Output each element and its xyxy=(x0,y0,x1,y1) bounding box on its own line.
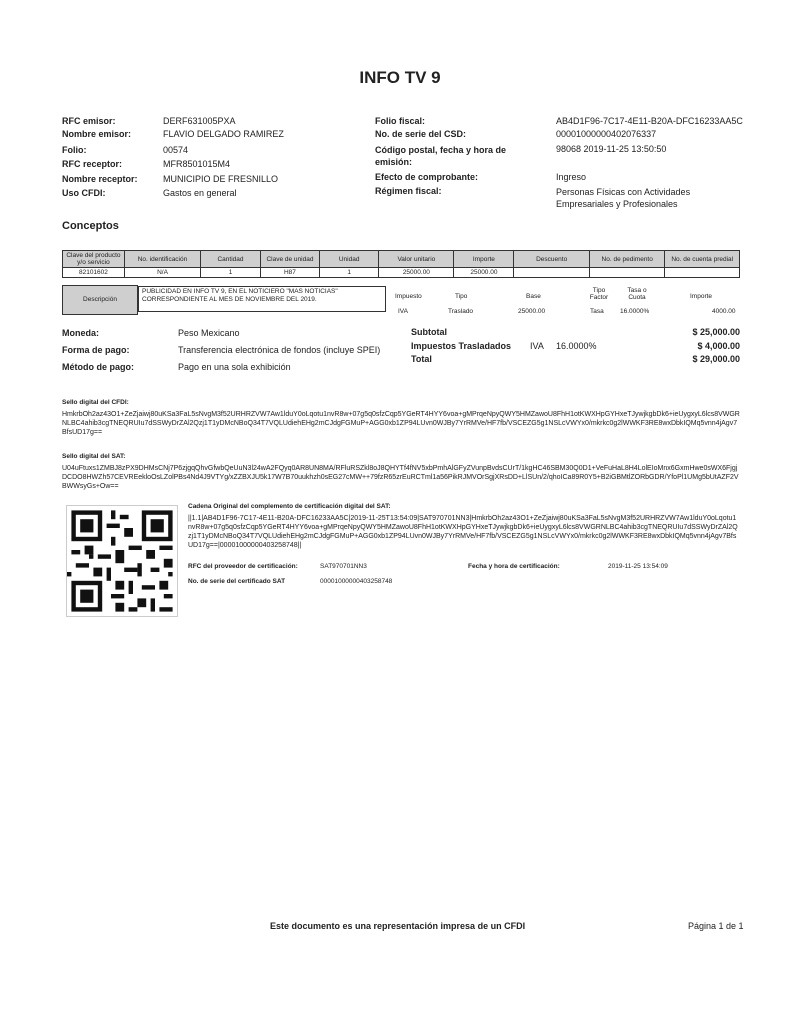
table-cell: 1 xyxy=(201,268,261,278)
tax-header: Tasa o Cuota xyxy=(627,287,647,301)
impuestos-tipo: IVA xyxy=(530,341,544,351)
table-cell: N/A xyxy=(124,268,200,278)
table-row xyxy=(63,268,740,278)
rfc-proveedor-label: RFC del proveedor de certificación: xyxy=(188,563,298,570)
tax-cell: Tasa xyxy=(590,308,604,315)
table-cell: 1 xyxy=(320,268,379,278)
header-cell: Importe xyxy=(454,251,514,268)
moneda-value: Peso Mexicano xyxy=(178,328,240,338)
rfc-emisor-label: RFC emisor: xyxy=(62,116,116,126)
document-title: INFO TV 9 xyxy=(359,68,441,87)
fecha-cert-value: 2019-11-25 13:54:09 xyxy=(608,563,668,570)
descripcion-text: PUBLICIDAD EN INFO TV 9, EN EL NOTICIERO "MAS NOTICIAS" CORRESPONDIENTE AL MES DE NOVIEMBRE DEL 2019. xyxy=(138,286,386,312)
cp-fecha-label: Código postal, fecha y hora de emisión: xyxy=(375,145,507,167)
header-cell: Descuento xyxy=(514,251,590,268)
rfc-emisor-value: DERF631005PXA xyxy=(163,116,236,126)
table-cell: 25000.00 xyxy=(379,268,454,278)
header-cell: Clave de unidad xyxy=(260,251,319,268)
impuestos-value: $ 4,000.00 xyxy=(697,341,740,351)
nombre-emisor-label: Nombre emisor: xyxy=(62,129,132,139)
sello-sat-label: Sello digital del SAT: xyxy=(62,453,126,460)
tax-header: Impuesto xyxy=(395,293,422,300)
cadena-label: Cadena Original del complemento de certificación digital del SAT: xyxy=(188,503,391,510)
header-cell: No. identificación xyxy=(124,251,200,268)
tax-header: Base xyxy=(526,293,541,300)
tax-cell: 16.0000% xyxy=(620,308,650,315)
descripcion-label: Descripción xyxy=(62,285,138,315)
serie-cert-value: 00001000000403258748 xyxy=(320,578,393,585)
nombre-receptor-label: Nombre receptor: xyxy=(62,174,138,184)
header-cell: Unidad xyxy=(320,251,379,268)
folio-value: 00574 xyxy=(163,145,189,155)
forma-pago-label: Forma de pago: xyxy=(62,345,130,355)
uso-cfdi-label: Uso CFDI: xyxy=(62,188,106,198)
header-cell: No. de cuenta predial xyxy=(665,251,740,268)
header-cell: Clave del producto y/o servicio xyxy=(63,251,125,268)
table-cell: 25000.00 xyxy=(454,268,514,278)
conceptos-header-row xyxy=(63,251,740,268)
metodo-pago-value: Pago en una sola exhibición xyxy=(178,362,291,372)
table-cell: H87 xyxy=(260,268,319,278)
sello-cfdi-label: Sello digital del CFDI: xyxy=(62,399,129,406)
qr-code-icon xyxy=(66,505,178,617)
cadena-text: ||1.1|AB4D1F96-7C17-4E11-B20A-DFC16233AA5C|2019-11-25T13:54:09|SAT970701NN3|HmkrbOh2az43O1+ZeZjaiwj80uKSa3FaL5sNvgM3f52URHRZVW7Aw1lduY0oLqotu1nvR8w+07g5q0sfzCqp5YGeRT4HYY6voa+gMPrqeNpyQWY5HMZawoU8FhH1otKWXHpGYHxeTJywjkgbDk6+ieUygxyL6lcs8VWGRNLBC4ahib3cgTNEQRUIu7dSSWyDrZAl2Qzj1T1yDMcNBoQ34T7VQLUdiehEHg2mCJdgFGMuP+AGG0xb1ZP94LUvn0WJBy7YrRMVe/HF7fb/VSCEZG5g1NSLcVWYx0/mkrkc0g2lWWKF3RE8wxDbkIQMq5vnn4jAgv7BfsUD17g==|00001000000403258748|| xyxy=(188,515,738,549)
folio-fiscal-label: Folio fiscal: xyxy=(375,116,426,126)
fecha-cert-label: Fecha y hora de certificación: xyxy=(468,563,560,570)
forma-pago-value: Transferencia electrónica de fondos (incluye SPEI) xyxy=(178,345,381,355)
efecto-label: Efecto de comprobante: xyxy=(375,172,479,182)
serie-cert-label: No. de serie del certificado SAT xyxy=(188,578,286,585)
impuestos-tasa: 16.0000% xyxy=(556,341,597,351)
total-label: Total xyxy=(411,354,432,364)
efecto-value: Ingreso xyxy=(556,172,587,182)
subtotal-value: $ 25,000.00 xyxy=(692,327,740,337)
header-cell: No. de pedimento xyxy=(589,251,665,268)
footer-text: Este documento es una representación impresa de un CFDI xyxy=(270,921,526,931)
impuestos-label: Impuestos Trasladados xyxy=(411,341,512,351)
rfc-receptor-label: RFC receptor: xyxy=(62,159,123,169)
folio-fiscal-value: AB4D1F96-7C17-4E11-B20A-DFC16233AA5C xyxy=(556,116,743,126)
uso-cfdi-value: Gastos en general xyxy=(163,188,237,198)
regimen-label: Régimen fiscal: xyxy=(375,186,442,196)
cp-fecha-value: 98068 2019-11-25 13:50:50 xyxy=(556,144,667,154)
regimen-value: Personas Físicas con Actividades Empresariales y Profesionales xyxy=(556,187,691,209)
nombre-receptor-value: MUNICIPIO DE FRESNILLO xyxy=(163,174,279,184)
table-cell xyxy=(589,268,665,278)
header-cell: Cantidad xyxy=(201,251,261,268)
csd-label: No. de serie del CSD: xyxy=(375,129,467,139)
conceptos-table xyxy=(62,250,740,278)
moneda-label: Moneda: xyxy=(62,328,99,338)
tax-cell: 25000.00 xyxy=(518,308,546,315)
folio-label: Folio: xyxy=(62,145,87,155)
table-cell xyxy=(514,268,590,278)
nombre-emisor-value: FLAVIO DELGADO RAMIREZ xyxy=(163,129,284,139)
rfc-proveedor-value: SAT970701NN3 xyxy=(320,563,367,570)
tax-header: Tipo Factor xyxy=(589,287,609,301)
sello-sat-text: U04uFtuxs1ZMBJ8zPX9DHMsCNj7P6zjgqQhvGfwbQeUuN3l24wA2FQyq0AR8UN8MA/RFluRSZkl8oJ8QHYTf4fNV5xbPmhAlGFyZVunpBvdsCUrT/1kgHC46SBM30Q0D1+VeFuHaL8H4LolEIoMnx6GxmHwe0sWX6FjgjDCDO8HWZh57CEVREekloOsLZolPBs4Nd4J9VTYg/xZZBXJU5k17W7B70uukhzh0sEG27cMW++79fzR65zrEuRCTml1a56PikRJMVOrSgjXRsDD+LlSUn/2/qhoICa89R0Y5+B2iGBMtlZORbGDR/YfoPl1UMg5bUtAZF2VBWWsyGs+Ow== xyxy=(62,465,739,490)
tax-cell: 4000.00 xyxy=(712,308,736,315)
page-number: Página 1 de 1 xyxy=(688,921,744,931)
tax-cell: Traslado xyxy=(448,308,474,315)
conceptos-heading: Conceptos xyxy=(62,220,119,232)
metodo-pago-label: Método de pago: xyxy=(62,362,134,372)
rfc-receptor-value: MFR8501015M4 xyxy=(163,159,231,169)
tax-header: Importe xyxy=(690,293,713,300)
table-cell xyxy=(665,268,740,278)
total-value: $ 29,000.00 xyxy=(692,354,740,364)
tax-cell: IVA xyxy=(398,308,408,315)
table-cell: 82101602 xyxy=(63,268,125,278)
subtotal-label: Subtotal xyxy=(411,327,447,337)
csd-value: 00001000000402076337 xyxy=(556,129,657,139)
header-cell: Valor unitario xyxy=(379,251,454,268)
sello-cfdi-text: HmkrbOh2az43O1+ZeZjaiwj80uKSa3FaL5sNvgM3f52URHRZVW7Aw1lduY0oLqotu1nvR8w+07g5q0sfzCqp5YGeRT4HYY6voa+gMPrqeNpyQWY5HMZawoU8FhH1otKWXHpGYHxeTJywjkgbDk6+ieUygxyL6lcs8VWGRNLBC4ahib3cgTNEQRUIu7dSSWyDrZAl2Qzj1T1yDMcNBoQ34T7VQLUdiehEHg2mCJdgFGMuP+AGG0xb1ZP94LUvn0WJBy7YrRMVe/HF7fb/VSCEZG5g1NSLcVWYx0/mkrkc0g2lWWKF3RE8wxDbkIQMq5vnn4jAgv7BfsUD17g== xyxy=(62,411,740,436)
tax-header: Tipo xyxy=(455,293,468,300)
